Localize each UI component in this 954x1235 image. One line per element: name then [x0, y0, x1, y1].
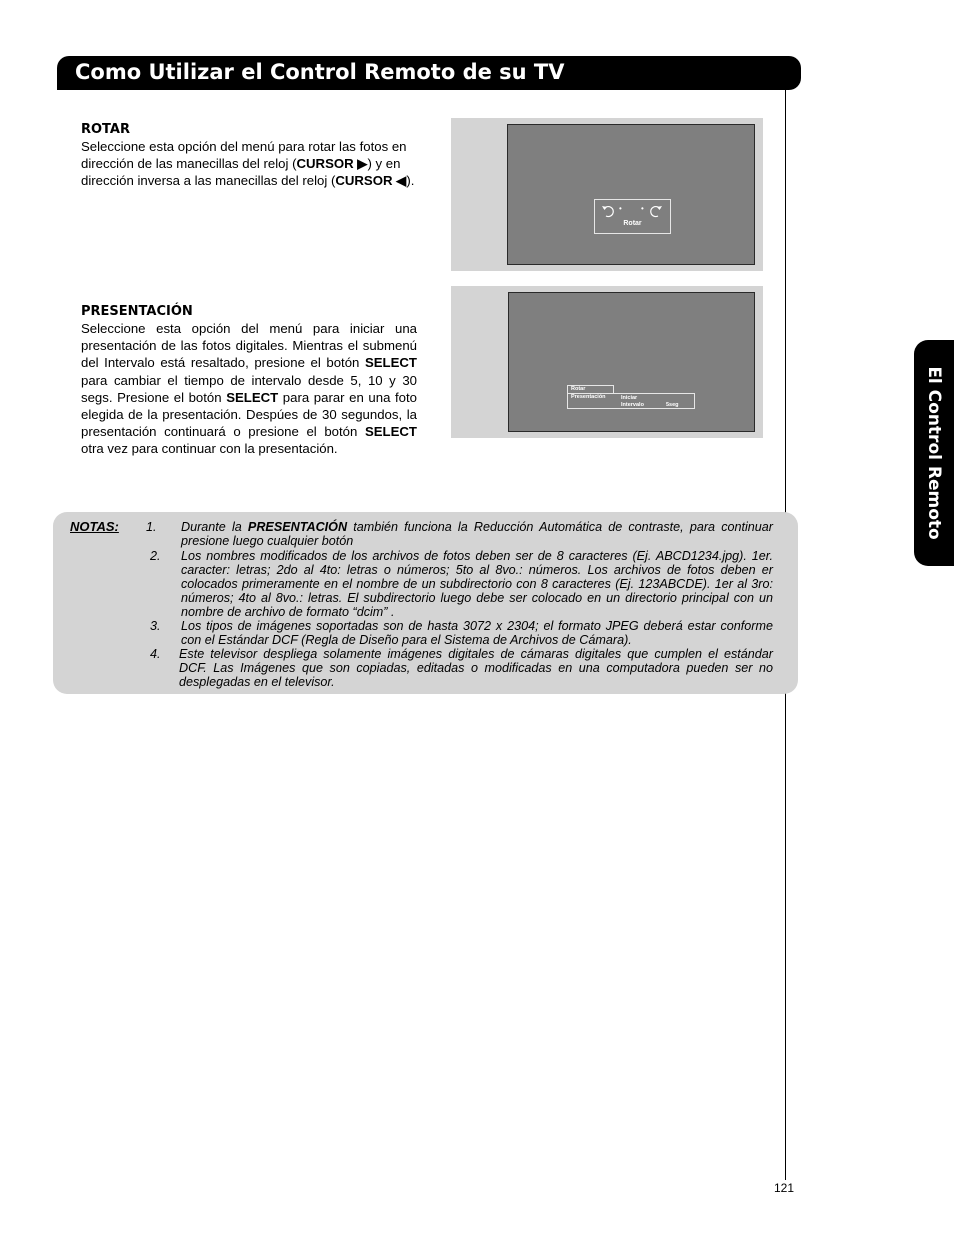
note-2-text: Los nombres modificados de los archivos de fotos deben ser de 8 caracteres (Ej. ABCD1234.jpg). 1er. caracter: letras; 2do al 4to: letras o números; 5to al 8vo.: números. Los archivos de fotos deben er colocados primeramente en el nombre de un subdirectorio con 8 caracteres (Ej. 123ABCDE). 1er al 3ro: números; 4to al 8vo.: letras. El subdirectorio luego debe ser colocado en un directorio principal con un nombre de archivo de formato “dcim” .: [181, 549, 773, 619]
side-tab: [914, 340, 954, 566]
rotate-right-dot: •: [641, 204, 644, 213]
presentacion-screen-frame: [451, 286, 763, 438]
rotate-right-icon: [649, 204, 663, 218]
note-4-number: 4.: [150, 647, 161, 661]
note-1-number: 1.: [146, 520, 157, 534]
rotar-heading: ROTAR: [81, 122, 130, 137]
menu-item-rotar: Rotar: [571, 386, 586, 392]
header-bar: [57, 56, 801, 90]
submenu-iniciar: Iniciar: [621, 395, 638, 401]
rotar-text: Seleccione esta opción del menú para rotar las fotos en dirección de las manecillas del reloj (CURSOR ▶) y en dirección inversa a las manecillas del reloj (CURSOR ◀).: [81, 139, 415, 189]
rotate-left-dot: •: [619, 204, 622, 213]
notes-label: NOTAS:: [70, 519, 119, 534]
rotate-left-icon: [601, 204, 615, 218]
presentacion-screen: [508, 292, 755, 432]
note-4-text: Este televisor despliega solamente imágenes digitales de cámaras digitales que cumplen el estándar DCF. Las Imágenes que son copiadas, editadas o modificadas en una computadora pueden ser no desplegadas en el televisor.: [179, 647, 773, 689]
notes-box: [53, 512, 798, 694]
rotar-osd-label: Rotar: [623, 220, 642, 227]
menu-item-presentacion: Presentación: [571, 394, 606, 400]
note-2-number: 2.: [150, 549, 161, 563]
rotar-screen: [507, 124, 755, 265]
note-3-number: 3.: [150, 619, 161, 633]
presentacion-text: Seleccione esta opción del menú para iniciar una presentación de las fotos digitales. Mientras el submenú del Intervalo está resaltado, presione el botón SELECT para cambiar el tiempo de intervalo desde 5, 10 y 30 segs. Presione el botón SELECT para parar en una foto elegida de la presentación. Despúes de 30 segundos, la presentación continuará o presione el botón SELECT otra vez para continuar con la presentación.: [81, 321, 417, 457]
note-3-text: Los tipos de imágenes soportadas son de hasta 3072 x 2304; el formato JPEG deberá estar conforme con el Estándar DCF (Regla de Diseño para el Sistema de Archivos de Cámara).: [181, 619, 773, 647]
rotar-screen-frame: [451, 118, 763, 271]
note-1-text: Durante la PRESENTACIÓN también funciona la Reducción Automática de contraste, para continuar presione luego cualquier botón: [181, 520, 774, 548]
page-number: 121: [774, 1181, 795, 1195]
presentacion-osd-menu: [567, 385, 695, 409]
section-rotar: [81, 121, 417, 190]
submenu-intervalo: Intervalo: [621, 402, 644, 408]
side-tab-label: El Control Remoto: [924, 366, 944, 540]
presentacion-heading: PRESENTACIÓN: [81, 304, 193, 319]
section-presentacion: [81, 303, 417, 458]
page-title: Como Utilizar el Control Remoto de su TV: [75, 60, 565, 84]
submenu-intervalo-value: 5seg: [666, 402, 679, 408]
rotar-osd-box: [594, 199, 671, 234]
